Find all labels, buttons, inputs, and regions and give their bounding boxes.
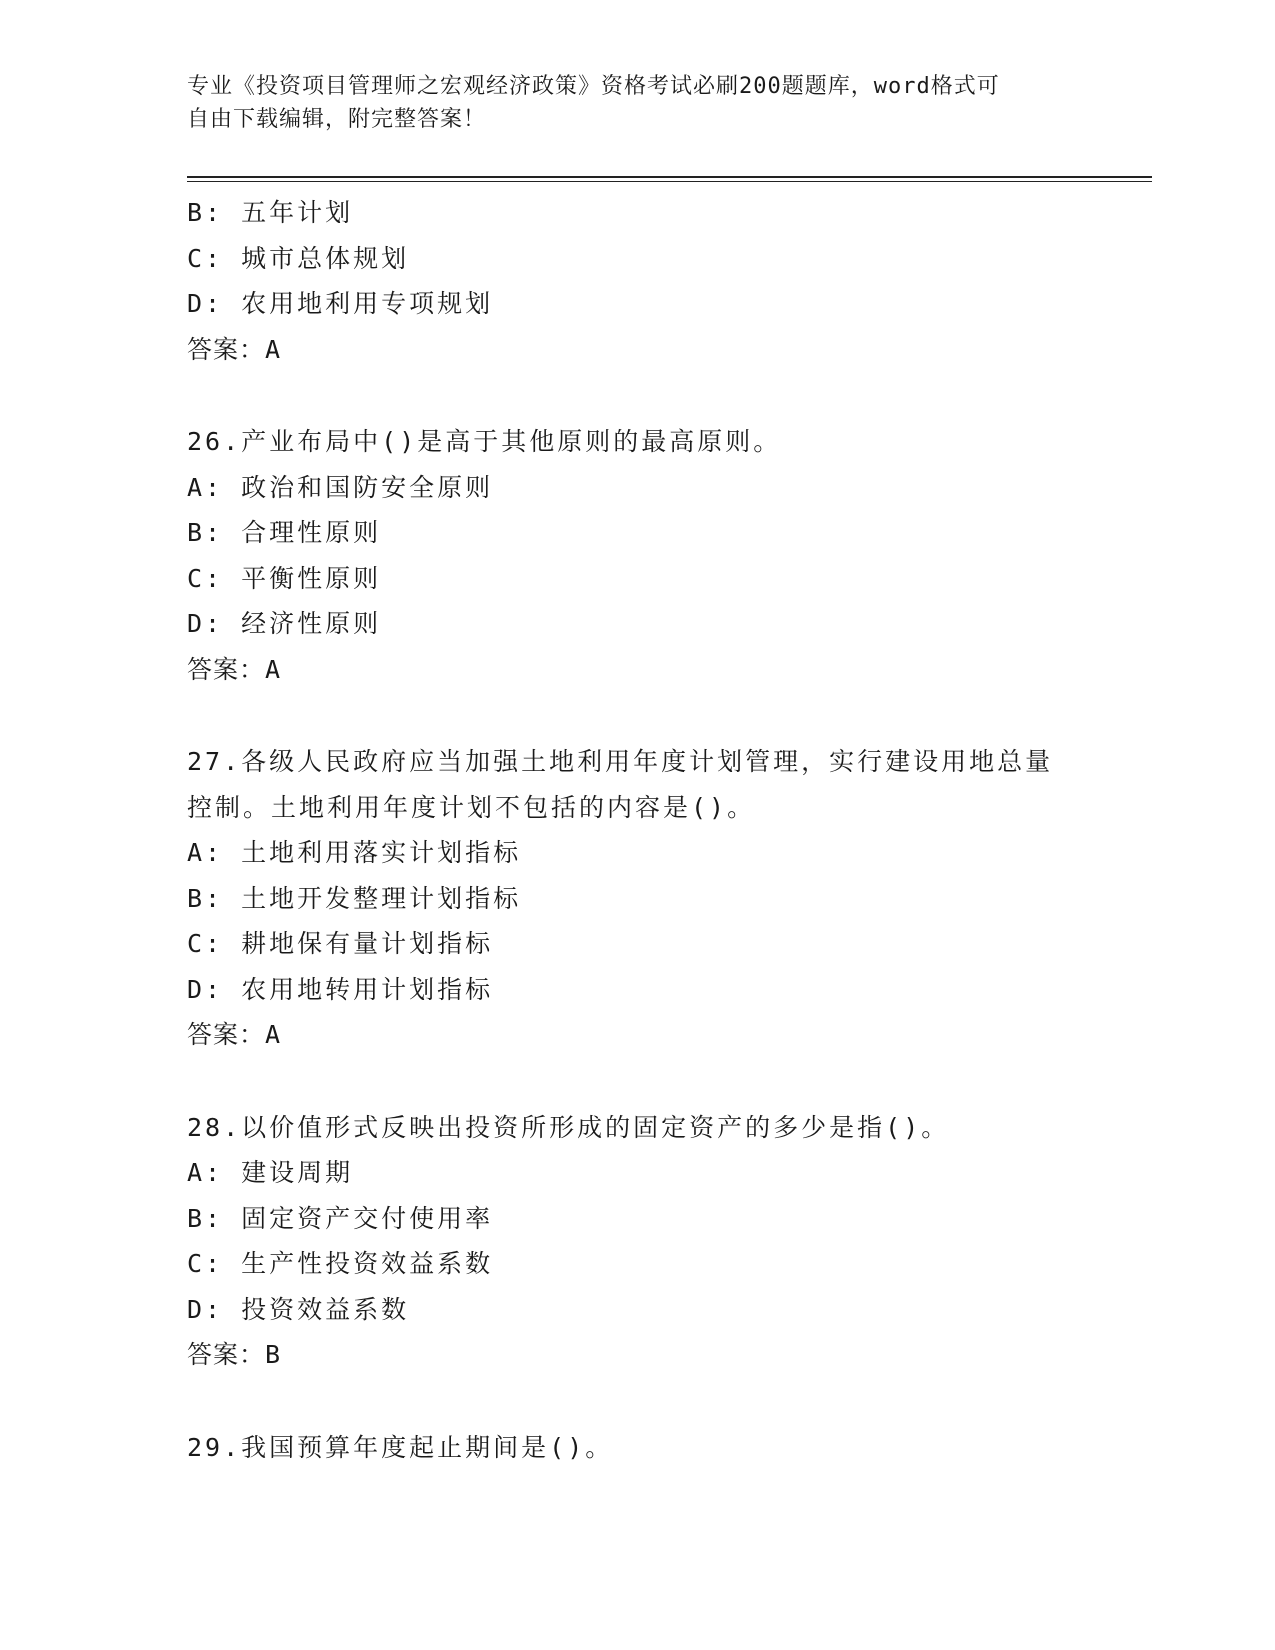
option-d: D: 农用地利用专项规划 xyxy=(187,289,494,318)
question-29 xyxy=(187,1425,1087,1471)
answer-label: 答案：B xyxy=(187,1340,282,1369)
header-title-line-2: 自由下载编辑，附完整答案！ xyxy=(187,107,487,132)
option-d: D: 投资效益系数 xyxy=(187,1294,410,1324)
option-a: A: 政治和国防安全原则 xyxy=(187,472,494,502)
question-27 xyxy=(187,739,1087,1058)
option-a: A: 土地利用落实计划指标 xyxy=(187,838,522,867)
header-divider-thin xyxy=(187,181,1152,182)
option-b: B: 土地开发整理计划指标 xyxy=(187,883,522,913)
option-b: B: 合理性原则 xyxy=(187,518,382,547)
question-stem-line-1: 27.各级人民政府应当加强土地利用年度计划管理，实行建设用地总量 xyxy=(187,747,1054,776)
answer-label: 答案：A xyxy=(187,334,282,364)
answer-label: 答案：A xyxy=(187,654,282,684)
option-d: D: 农用地转用计划指标 xyxy=(187,974,494,1004)
question-26 xyxy=(187,419,1087,692)
option-b: B: 五年计划 xyxy=(187,198,354,227)
option-c: C: 平衡性原则 xyxy=(187,563,382,593)
option-a: A: 建设周期 xyxy=(187,1158,354,1187)
spacer xyxy=(187,692,1087,739)
question-list xyxy=(187,190,1087,1470)
option-c: C: 城市总体规划 xyxy=(187,243,410,273)
document-header xyxy=(187,70,1067,136)
option-d: D: 经济性原则 xyxy=(187,609,382,638)
question-28 xyxy=(187,1105,1087,1378)
question-stem: 29.我国预算年度起止期间是()。 xyxy=(187,1432,614,1462)
header-divider-thick xyxy=(187,176,1152,178)
spacer xyxy=(187,372,1087,419)
question-stem: 26.产业布局中()是高于其他原则的最高原则。 xyxy=(187,427,782,456)
spacer xyxy=(187,1058,1087,1105)
option-c: C: 生产性投资效益系数 xyxy=(187,1249,494,1278)
question-25 xyxy=(187,190,1087,372)
option-c: C: 耕地保有量计划指标 xyxy=(187,929,494,958)
option-b: B: 固定资产交付使用率 xyxy=(187,1203,494,1233)
answer-label: 答案：A xyxy=(187,1020,282,1049)
spacer xyxy=(187,1378,1087,1425)
question-stem-line-2: 控制。土地利用年度计划不包括的内容是()。 xyxy=(187,792,756,822)
question-stem: 28.以价值形式反映出投资所形成的固定资产的多少是指()。 xyxy=(187,1112,950,1142)
header-title-line-1: 专业《投资项目管理师之宏观经济政策》资格考试必刷200题题库，word格式可 xyxy=(187,74,1000,99)
